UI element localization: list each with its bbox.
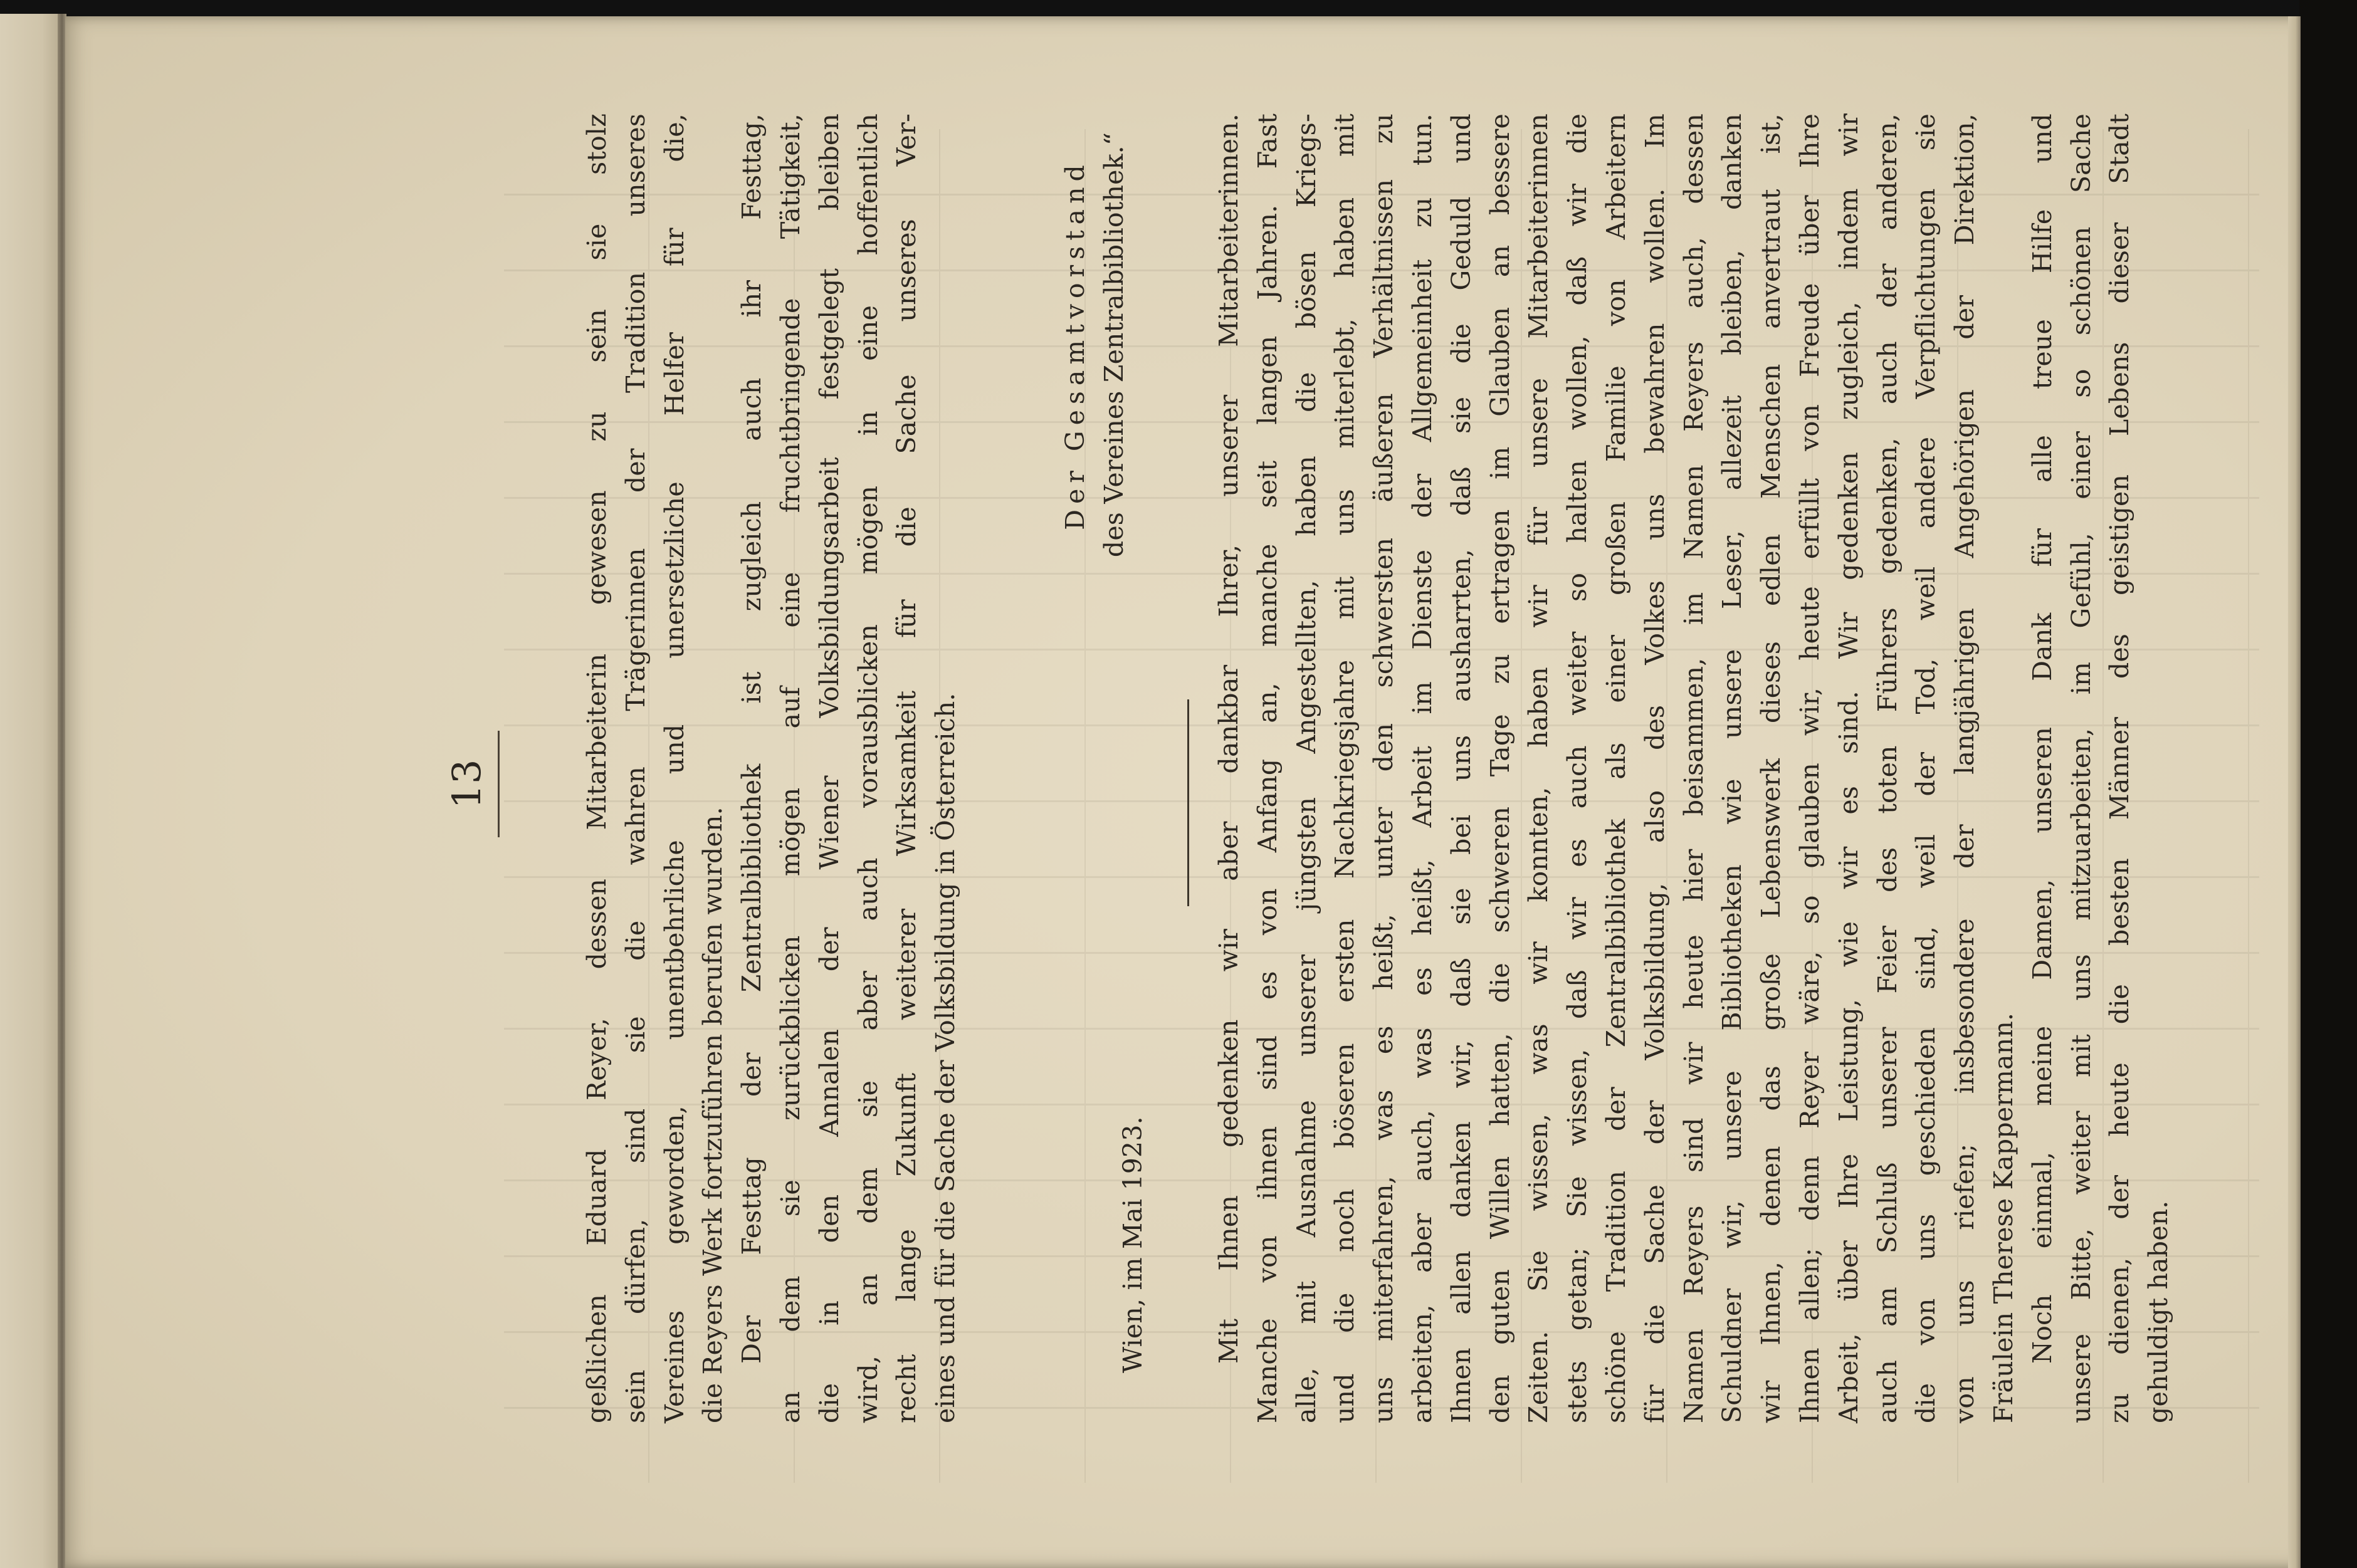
left-page-edge: [0, 14, 60, 1568]
text-line: geßlichen Eduard Reyer, dessen Mitarbeiterin gewesen zu sein sie stolz: [582, 113, 612, 1423]
signature-block: [1056, 113, 1182, 1423]
signatory-name: Der Gesamtvorstand: [1060, 159, 1090, 530]
text-line: Mit Ihnen gedenken wir aber dankbar Ihrer, unserer Mitarbeiterinnen.: [1214, 113, 1244, 1364]
text-line: die in den Annalen der Wiener Volksbildungsarbeit festgelegt bleiben: [814, 113, 844, 1423]
scanner-board-right: [2299, 0, 2357, 1568]
text-line: Ihnen allen; denn Reyer wäre, so glauben wir, heute erfüllt von Freude über Ihre: [1794, 113, 1825, 1423]
text-line: die Reyers Werk fortzuführen berufen wurden.: [698, 807, 728, 1423]
text-line: sein dürfen, sind sie die wahren Trägerinnen der Tradition unseres: [620, 113, 651, 1423]
page-fore-edge: [2288, 16, 2301, 1568]
text-line: uns miterfahren, was es heißt, unter den schwersten äußeren Verhältnissen zu: [1368, 113, 1399, 1423]
scanner-board-top: [0, 0, 2357, 16]
place-date-line: Wien, im Mai 1923.: [1118, 1116, 1148, 1373]
text-line: recht lange Zukunft weiterer Wirksamkeit für die Sache unseres Ver-: [891, 113, 922, 1423]
page-text-block: [420, 38, 2174, 1530]
text-line: an dem sie zurückblicken mögen auf eine fruchtbringende Tätigkeit,: [775, 113, 806, 1423]
page-header: [420, 38, 545, 1530]
paragraph: [2024, 113, 2178, 1423]
text-line: Der Festtag der Zentralbibliothek ist zugleich auch ihr Festtag,: [737, 113, 767, 1364]
paragraph: [733, 113, 965, 1423]
text-line: den guten Willen hatten, die schweren Tage zu ertragen im Glauben an bessere: [1484, 113, 1515, 1423]
text-line: wird, an dem sie aber auch vorausblicken mögen in eine hoffentlich: [853, 113, 883, 1423]
text-line: Noch einmal, meine Damen, unseren Dank für alle treue Hilfe und: [2027, 113, 2057, 1364]
text-line: eines und für die Sache der Volksbildung in Österreich.: [930, 693, 961, 1423]
text-line: schöne Tradition der Zentralbibliothek als einer großen Familie von Arbeitern: [1600, 113, 1631, 1423]
text-line: für die Sache der Volksbildung, also des Volkes uns bewahren wollen. Im: [1639, 113, 1670, 1423]
text-line: die von uns geschieden sind, weil der Tod, weil andere Verpflichtungen sie: [1911, 113, 1941, 1423]
text-line: Arbeit, über Ihre Leistung, wie wir es sind. Wir gedenken zugleich, indem wir: [1833, 113, 1864, 1423]
text-line: gehuldigt haben.: [2143, 1200, 2174, 1423]
text-line: auch am Schluß unserer Feier des toten Führers gedenken, auch der anderen,: [1872, 113, 1903, 1423]
text-line: und die noch böseren ersten Nachkriegsjahre mit uns miterlebt, haben mit: [1330, 113, 1360, 1423]
text-line: zu dienen, der heute die besten Männer des geistigen Lebens dieser Stadt: [2104, 113, 2135, 1423]
text-line: Namen Reyers sind wir heute hier beisammen, im Namen Reyers auch, dessen: [1678, 113, 1709, 1423]
text-line: wir Ihnen, denen das große Lebenswerk dieses edlen Menschen anvertraut ist,: [1756, 113, 1787, 1423]
text-line: unsere Bitte, weiter mit uns mitzuarbeiten, im Gefühl, einer so schönen Sache: [2066, 113, 2096, 1423]
body-text-lower: [1210, 113, 2178, 1423]
text-line: stets getan; Sie wissen, daß wir es auch weiter so halten wollen, daß wir die: [1562, 113, 1593, 1423]
signatory: [1056, 132, 1134, 557]
text-line: Vereines geworden, unentbehrliche und unersetzliche Helfer für die,: [659, 113, 690, 1423]
text-line: Schuldner wir, unsere Bibliotheken wie unsere Leser, allezeit bleiben, danken: [1717, 113, 1748, 1423]
text-line: alle, mit Ausnahme unserer jüngsten Angestellten, haben die bösen Kriegs-: [1291, 113, 1321, 1423]
text-line: Zeiten. Sie wissen, was wir konnten, haben wir für unsere Mitarbeiterinnen: [1523, 113, 1554, 1423]
text-line: Fräulein Therese Kappermann.: [1988, 1012, 2018, 1423]
text-line: Ihnen allen danken wir, daß sie bei uns ausharrten, daß sie die Geduld und: [1446, 113, 1476, 1423]
paragraph: [578, 113, 733, 1423]
body-text-upper: [578, 113, 965, 1423]
page-number: 13: [445, 731, 500, 837]
section-divider-rule: [1187, 699, 1189, 906]
paragraph: [1210, 113, 2024, 1423]
text-line: von uns riefen; insbesondere der langjährigen Angehörigen der Direktion,: [1950, 113, 1980, 1423]
text-line: arbeiten, aber auch, was es heißt, Arbeit im Dienste der Allgemeinheit zu tun.: [1407, 113, 1437, 1423]
text-line: Manche von ihnen sind es von Anfang an, manche seit langen Jahren. Fast: [1252, 113, 1283, 1423]
signatory-organisation: des Vereines Zentralbibliothek.“: [1098, 132, 1129, 558]
